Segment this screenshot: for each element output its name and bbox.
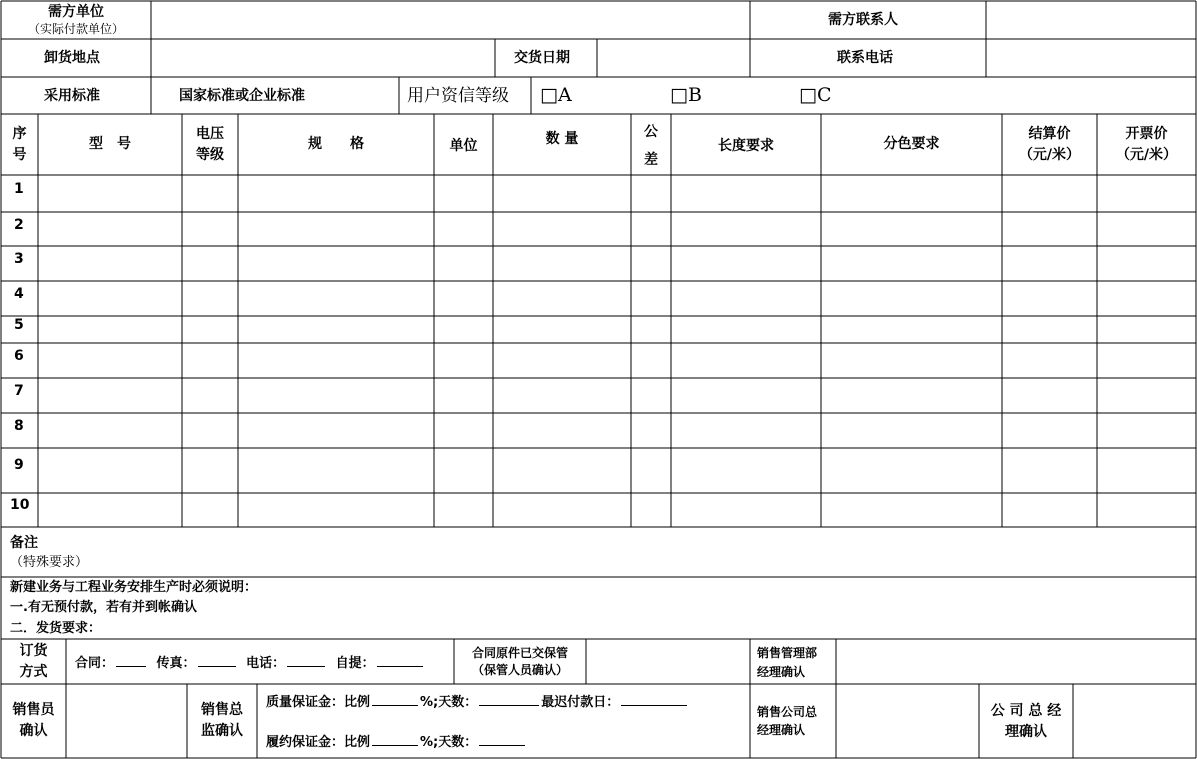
salesperson-confirm-field[interactable] xyxy=(67,685,186,757)
performance-days-blank[interactable] xyxy=(479,733,525,746)
phone-blank[interactable] xyxy=(287,654,325,667)
row-number: 9 xyxy=(14,457,24,473)
credit-grade-label: 用户资信等级 xyxy=(407,86,509,106)
quality-deposit-line xyxy=(266,693,689,711)
contract-label: 合同： xyxy=(75,656,115,671)
contact-phone-field[interactable] xyxy=(987,40,1195,76)
row-number: 5 xyxy=(14,317,24,333)
sales-mgmt-confirm-field[interactable] xyxy=(837,640,1195,683)
original-contract-label: 合同原件已交保管 xyxy=(471,646,568,660)
delivery-date-field[interactable] xyxy=(598,40,749,76)
phone-label: 电话： xyxy=(246,656,286,671)
col-color: 分色要求 xyxy=(883,136,940,152)
company-mgr-confirm-1: 销售公司总 xyxy=(757,705,818,719)
buyer-contact-label: 需方联系人 xyxy=(828,12,898,28)
performance-deposit-label: 履约保证金：比例 xyxy=(266,735,371,750)
order-method-1: 订货 xyxy=(19,643,48,659)
row-number: 2 xyxy=(14,217,24,233)
original-contract-field[interactable] xyxy=(587,640,749,683)
remarks-field[interactable] xyxy=(90,528,1195,576)
original-contract-note: （保管人员确认） xyxy=(471,663,568,677)
buyer-contact-field[interactable] xyxy=(987,2,1195,38)
performance-deposit-line xyxy=(266,733,527,751)
sales-director-confirm-1: 销售总 xyxy=(201,702,243,718)
sales-director-confirm-2: 监确认 xyxy=(201,723,243,739)
buyer-unit-label: 需方单位 xyxy=(48,4,104,20)
gm-confirm-2: 理确认 xyxy=(1005,724,1047,740)
performance-days-label: %;天数： xyxy=(420,735,478,750)
col-invoice-price-1: 开票价 xyxy=(1125,126,1168,142)
row-number: 4 xyxy=(14,286,24,302)
quality-days-blank[interactable] xyxy=(479,693,539,706)
salesperson-confirm-1: 销售员 xyxy=(12,702,55,718)
row-number: 3 xyxy=(14,251,24,267)
col-settle-price-2: （元/米） xyxy=(1018,147,1081,163)
quality-deposit-label: 质量保证金：比例 xyxy=(266,695,371,710)
contract-blank[interactable] xyxy=(116,654,146,667)
gm-confirm-field[interactable] xyxy=(1074,685,1195,757)
remarks-label: 备注 xyxy=(10,535,38,551)
row-number: 1 xyxy=(14,181,24,197)
performance-ratio-blank[interactable] xyxy=(372,733,418,746)
col-voltage-2: 等级 xyxy=(196,147,224,163)
col-invoice-price-2: （元/米） xyxy=(1115,147,1178,163)
order-method-2: 方式 xyxy=(19,664,48,680)
grade-c-checkbox[interactable]: □C xyxy=(799,84,832,106)
standard-label: 采用标准 xyxy=(44,88,100,104)
delivery-date-label: 交货日期 xyxy=(514,50,570,66)
col-model: 型 号 xyxy=(89,136,131,152)
notes-line1: 一.有无预付款，若有并到帐确认 xyxy=(10,600,197,615)
col-tolerance-2: 差 xyxy=(644,152,658,168)
col-quantity: 数 量 xyxy=(545,131,579,147)
quality-days-label: %;天数： xyxy=(420,695,478,710)
col-settle-price-1: 结算价 xyxy=(1028,126,1071,142)
salesperson-confirm-2: 确认 xyxy=(19,723,48,739)
contact-phone-label: 联系电话 xyxy=(837,50,893,66)
row-number: 10 xyxy=(10,497,30,513)
standard-value: 国家标准或企业标准 xyxy=(179,88,305,104)
company-mgr-confirm-2: 经理确认 xyxy=(757,723,806,737)
quality-ratio-blank[interactable] xyxy=(372,693,418,706)
latest-payment-blank[interactable] xyxy=(621,693,687,706)
fax-blank[interactable] xyxy=(198,654,236,667)
col-length: 长度要求 xyxy=(718,138,774,154)
unload-place-label: 卸货地点 xyxy=(44,50,100,66)
remarks-note: （特殊要求） xyxy=(10,555,89,570)
sales-mgmt-confirm-2: 经理确认 xyxy=(757,665,806,679)
notes-title: 新建业务与工程业务安排生产时必须说明： xyxy=(10,580,258,595)
pickup-blank[interactable] xyxy=(377,654,423,667)
company-mgr-confirm-field[interactable] xyxy=(837,685,978,757)
row-number: 8 xyxy=(14,418,24,434)
grade-a-checkbox[interactable]: □A xyxy=(540,84,572,106)
col-tolerance-1: 公 xyxy=(644,124,658,140)
buyer-unit-field[interactable] xyxy=(152,2,749,38)
pickup-label: 自提： xyxy=(335,656,375,671)
sales-mgmt-confirm-1: 销售管理部 xyxy=(757,646,818,660)
notes-line2: 二．发货要求： xyxy=(10,621,102,636)
col-unit: 单位 xyxy=(449,138,478,154)
order-options xyxy=(75,654,425,672)
col-seq-1: 序 xyxy=(12,126,27,142)
col-spec: 规 格 xyxy=(308,136,364,152)
row-number: 6 xyxy=(14,348,24,364)
grade-b-checkbox[interactable]: □B xyxy=(670,84,702,106)
col-voltage-1: 电压 xyxy=(196,126,224,142)
latest-payment-label: 最迟付款日： xyxy=(541,695,620,710)
gm-confirm-1: 公 司 总 经 xyxy=(990,703,1062,719)
fax-label: 传真： xyxy=(156,656,196,671)
col-seq-2: 号 xyxy=(12,147,27,163)
unload-place-field[interactable] xyxy=(152,40,494,76)
row-number: 7 xyxy=(14,383,24,399)
buyer-unit-note: （实际付款单位） xyxy=(27,22,124,36)
